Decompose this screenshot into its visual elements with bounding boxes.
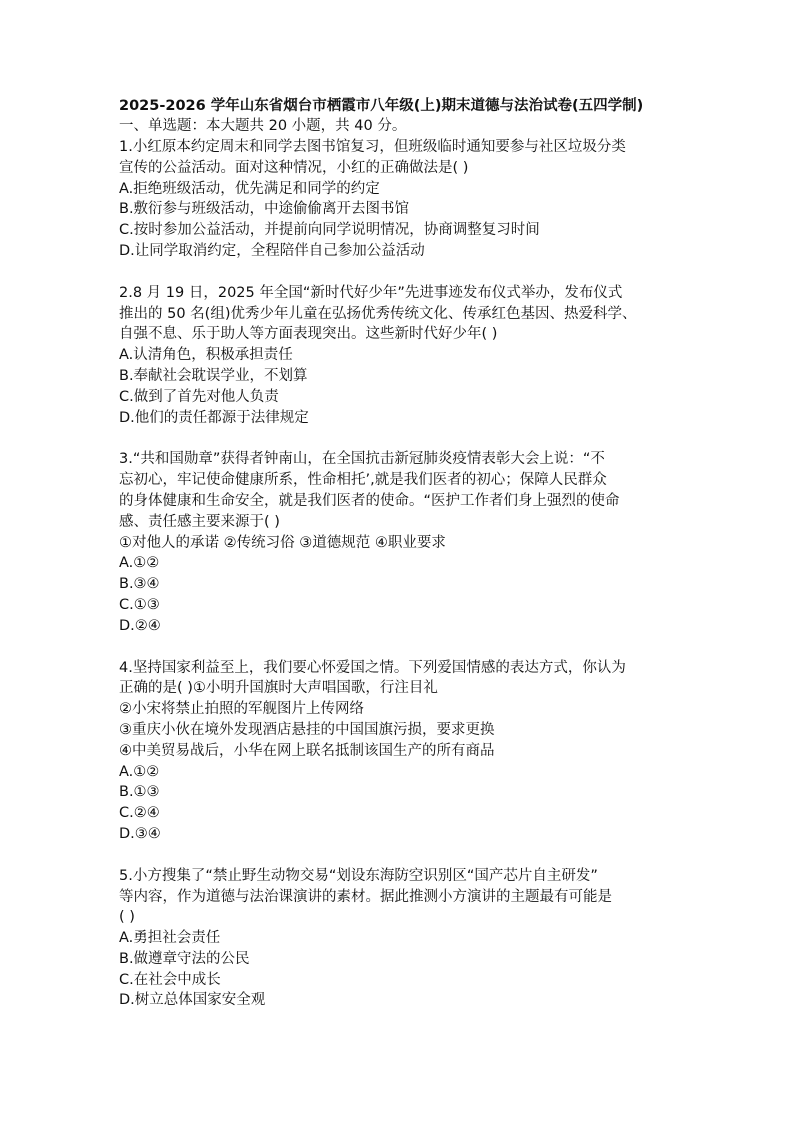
question-text-line: 等内容，作为道德与法治课演讲的素材。据此推测小方演讲的主题最有可能是 <box>119 888 612 905</box>
question-text-line: 正确的是( )①小明升国旗时大声唱国歌，行注目礼 <box>119 680 438 697</box>
question-text-line: 4.坚持国家利益至上，我们要心怀爱国之情。下列爱国情感的表达方式，你认为 <box>119 659 626 676</box>
exam-page <box>119 96 679 1011</box>
question-text-line: 忘初心，牢记使命健康所系，性命相托’,就是我们医者的初心；保障人民群众 <box>119 472 607 489</box>
question-statement: ④中美贸易战后，小华在网上联名抵制该国生产的所有商品 <box>119 742 495 759</box>
question-text-line: ( ) <box>119 909 135 926</box>
question-statement: ②小宋将禁止拍照的军舰图片上传网络 <box>119 701 364 718</box>
option-b: B.③④ <box>119 576 160 593</box>
option-c: C.②④ <box>119 805 160 822</box>
option-b: B.奉献社会耽误学业，不划算 <box>119 367 308 384</box>
question-5 <box>119 866 679 1012</box>
option-d: D.③④ <box>119 825 161 842</box>
section-heading: 一、单选题：本大题共 20 小题，共 40 分。 <box>119 118 407 134</box>
question-2 <box>119 283 679 429</box>
question-text-line: 推出的 50 名(组)优秀少年儿童在弘扬优秀传统文化、传承红色基因、热爱科学、 <box>119 305 637 322</box>
question-3 <box>119 449 679 636</box>
question-text-line: 3.“共和国勋章”获得者钟南山，在全国抗击新冠肺炎疫情表彰大会上说：“不 <box>119 451 605 468</box>
option-d: D.②④ <box>119 617 161 634</box>
option-d: D.他们的责任都源于法律规定 <box>119 409 309 426</box>
question-text-line: 宣传的公益活动。面对这种情况，小红的正确做法是( ) <box>119 159 469 176</box>
option-c: C.在社会中成长 <box>119 971 221 988</box>
option-a: A.①② <box>119 555 160 572</box>
question-statements: ①对他人的承诺 ②传统习俗 ③道德规范 ④职业要求 <box>119 534 446 551</box>
option-b: B.①③ <box>119 784 160 801</box>
option-a: A.①② <box>119 763 160 780</box>
question-text-line: 感、责任感主要来源于( ) <box>119 513 280 530</box>
exam-title: 2025-2026 学年山东省烟台市栖霞市八年级(上)期末道德与法治试卷(五四学制) <box>119 98 644 114</box>
question-text-line: 的身体健康和生命安全，就是我们医者的使命。“医护工作者们身上强烈的使命 <box>119 492 620 509</box>
option-c: C.按时参加公益活动，并提前向同学说明情况，协商调整复习时间 <box>119 222 540 239</box>
option-d: D.树立总体国家安全观 <box>119 992 266 1009</box>
question-text-line: 5.小方搜集了“禁止野生动物交易“划设东海防空识别区“国产芯片自主研发” <box>119 867 598 884</box>
question-text-line: 1.小红原本约定周末和同学去图书馆复习，但班级临时通知要参与社区垃圾分类 <box>119 139 626 155</box>
question-statement: ③重庆小伙在境外发现酒店悬挂的中国国旗污损，要求更换 <box>119 721 495 738</box>
question-text-line: 2.8 月 19 日，2025 年全国“新时代好少年”先进事迹发布仪式举办，发布仪式 <box>119 284 623 301</box>
option-c: C.做到了首先对他人负责 <box>119 388 279 405</box>
option-c: C.①③ <box>119 596 160 613</box>
question-text-line: 自强不息、乐于助人等方面表现突出。这些新时代好少年( ) <box>119 326 498 343</box>
option-a: A.认清角色，积极承担责任 <box>119 347 293 364</box>
option-a: A.拒绝班级活动，优先满足和同学的约定 <box>119 180 380 197</box>
option-b: B.敷衍参与班级活动，中途偷偷离开去图书馆 <box>119 201 410 218</box>
question-4 <box>119 658 679 845</box>
option-a: A.勇担社会责任 <box>119 930 221 947</box>
option-b: B.做遵章守法的公民 <box>119 950 250 967</box>
option-d: D.让同学取消约定，全程陪伴自己参加公益活动 <box>119 242 425 259</box>
question-1 <box>119 137 679 262</box>
